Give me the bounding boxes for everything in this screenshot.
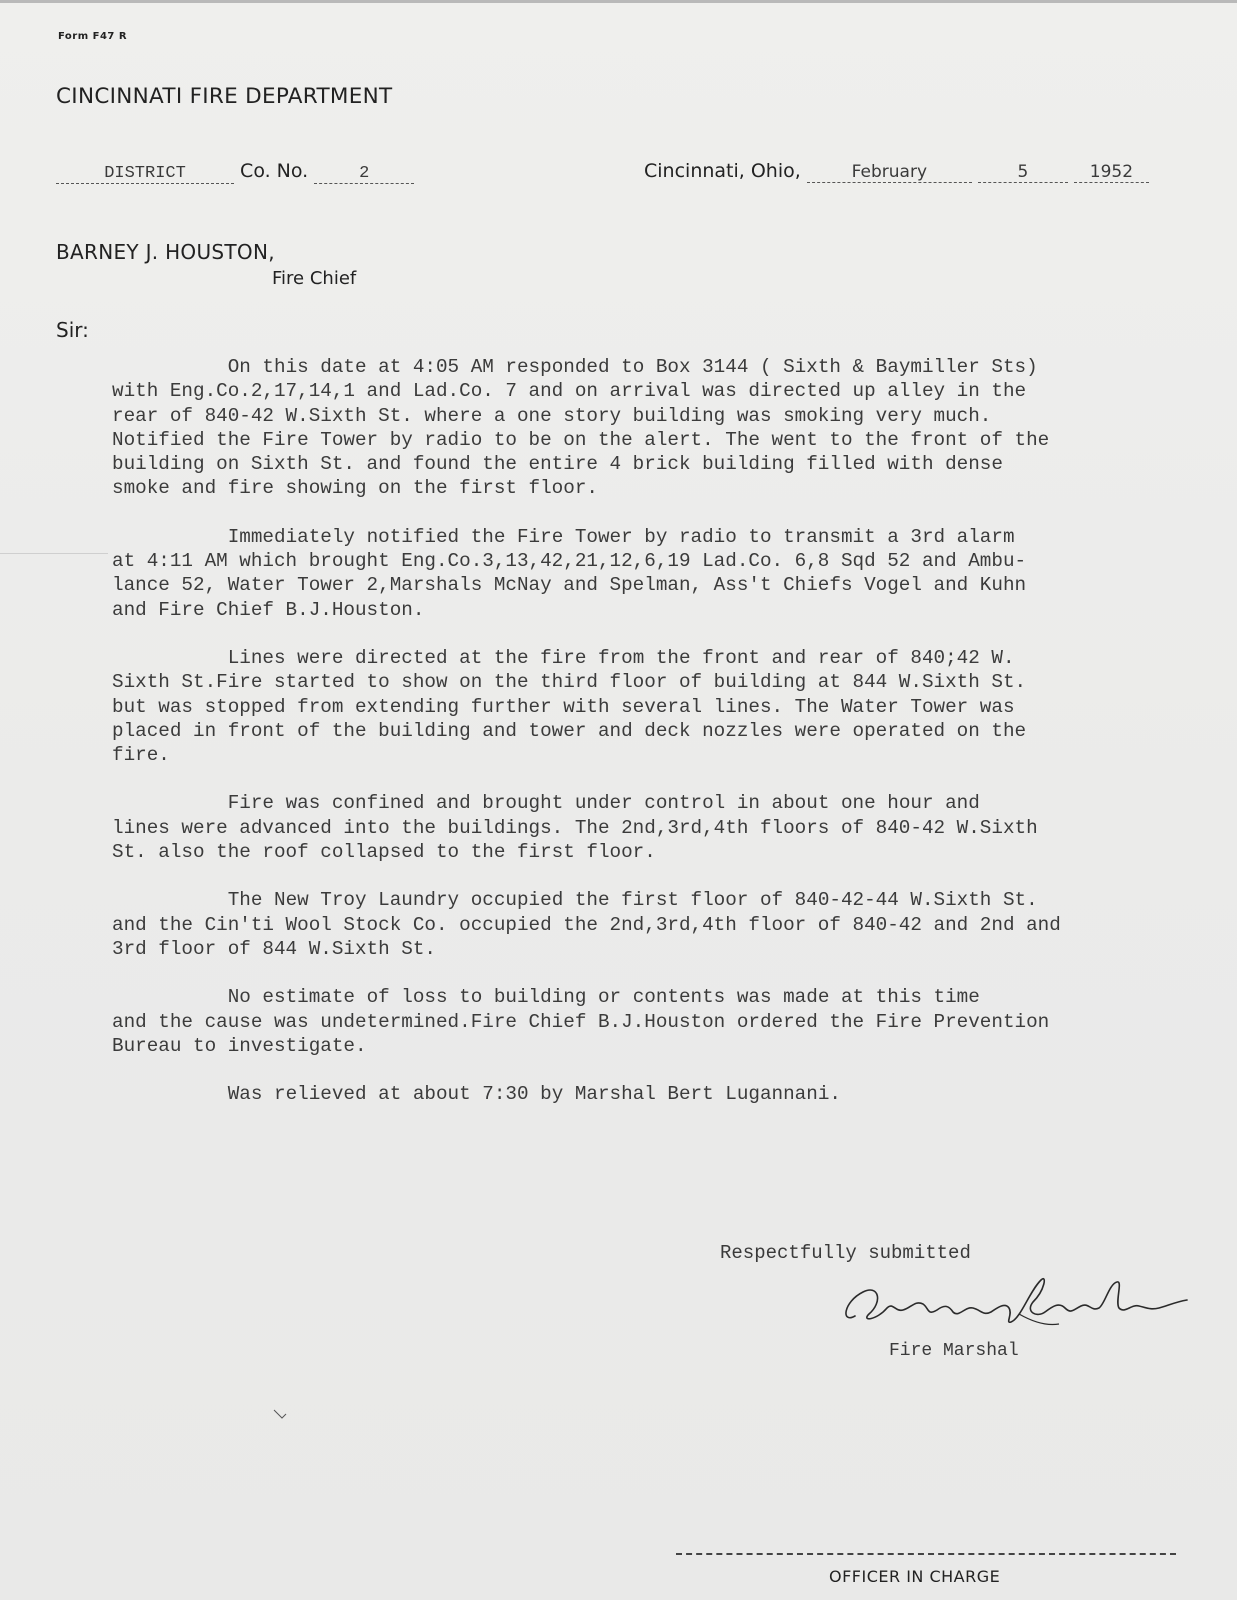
paragraph: Immediately notified the Fire Tower by radio to transmit a 3rd alarm at 4:11 AM which brought Eng.Co.3,13,42,21,12,6,19 Lad.Co. 6,8 Sqd 52 and Ambu- lance 52, Water Tower 2,Marshals McNay and Spelman, Ass't Chiefs Vogel and Kuhn and Fire Chief B.J.Houston. bbox=[112, 525, 1027, 621]
addressee-name: BARNEY J. HOUSTON, bbox=[56, 240, 275, 264]
paragraph: No estimate of loss to building or contents was made at this time and the cause was undetermined.Fire Chief B.J.Houston ordered the Fire Prevention Bureau to investigate. bbox=[112, 986, 1050, 1057]
co-label: Co. No. bbox=[240, 160, 309, 182]
form-number: Form F47 R bbox=[58, 31, 128, 42]
top-edge bbox=[0, 0, 1237, 3]
fold-mark bbox=[0, 553, 108, 554]
date-year: 1952 bbox=[1074, 162, 1149, 183]
paragraph: The New Troy Laundry occupied the first floor of 840-42-44 W.Sixth St. and the Cin'ti Wool Stock Co. occupied the 2nd,3rd,4th floor of 840-42 and 2nd and 3rd floor of 844 W.Sixth St. bbox=[112, 889, 1061, 960]
co-number: 2 bbox=[314, 164, 414, 184]
handwritten-signature bbox=[833, 1272, 1193, 1342]
paragraph: Fire was confined and brought under control in about one hour and lines were advanced into the buildings. The 2nd,3rd,4th floors of 840-42 W.Sixth St. also the roof collapsed to the first floor. bbox=[112, 792, 1038, 864]
signer-title: Fire Marshal bbox=[889, 1341, 1019, 1361]
date-month: February bbox=[807, 162, 972, 183]
city-label: Cincinnati, Ohio, bbox=[644, 160, 801, 182]
officer-in-charge-label: OFFICER IN CHARGE bbox=[829, 1567, 1001, 1586]
date-row bbox=[644, 160, 1149, 183]
district-row bbox=[56, 160, 414, 184]
report-body bbox=[112, 355, 1112, 1130]
paragraph: Was relieved at about 7:30 by Marshal Bert Lugannani. bbox=[112, 1083, 841, 1106]
department-heading: CINCINNATI FIRE DEPARTMENT bbox=[56, 84, 393, 109]
district-value: DISTRICT bbox=[56, 164, 234, 184]
paragraph: On this date at 4:05 AM responded to Box 3144 ( Sixth & Baymiller Sts) with Eng.Co.2,17,14,1 and Lad.Co. 7 and on arrival was directed up alley in the rear of 840-42 W.Sixth St. where a one story building was smoking very much. Notified the Fire Tower by radio to be on the alert. The went to the front of the building on Sixth St. and found the entire 4 brick building filled with dense smoke and fire showing on the first floor. bbox=[112, 356, 1050, 500]
salutation: Sir: bbox=[56, 318, 89, 342]
addressee-title: Fire Chief bbox=[272, 268, 357, 289]
closing-text: Respectfully submitted bbox=[720, 1242, 971, 1264]
officer-signature-line bbox=[676, 1553, 1176, 1555]
date-day: 5 bbox=[978, 162, 1068, 183]
paragraph: Lines were directed at the fire from the front and rear of 840;42 W. Sixth St.Fire started to show on the third floor of building at 844 W.Sixth St. but was stopped from extending further with several lines. The Water Tower was placed in front of the building and tower and deck nozzles were operated on the fire. bbox=[112, 646, 1027, 767]
stray-mark bbox=[272, 1408, 288, 1424]
